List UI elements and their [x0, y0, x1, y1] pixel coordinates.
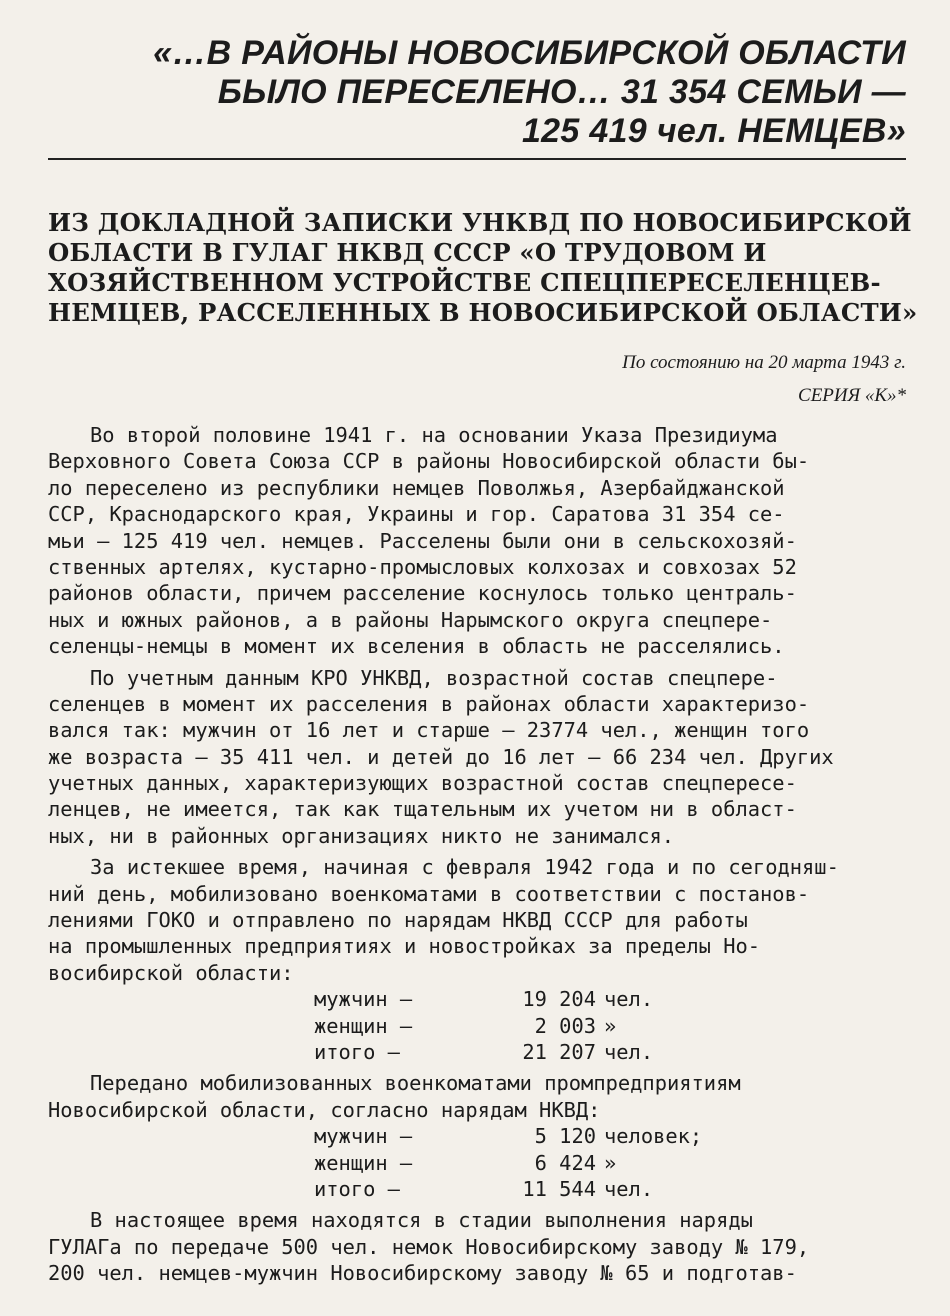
row-value: 21 207	[522, 1039, 596, 1064]
text-line: ленцев, не имеется, так как тщательным их учетом ни в област-	[48, 797, 797, 822]
banner-line: 125 419 чел. НЕМЦЕВ»	[521, 112, 906, 150]
text-line: ственных артелях, кустарно-промысловых колхозах и совхозах 52	[48, 554, 797, 579]
row-unit: чел.	[604, 1039, 654, 1064]
document-body	[48, 422, 910, 1287]
text-line: ний день, мобилизовано военкоматами в соответствии с постанов-	[48, 881, 810, 906]
text-line: ных и южных районов, а в районы Нарымского округа спецпере-	[48, 607, 773, 632]
table-row	[48, 986, 910, 1012]
date-note: По состоянию на 20 марта 1943 г.	[622, 352, 906, 373]
table-row	[48, 1039, 910, 1065]
table-row	[48, 1176, 910, 1202]
text-line: селенцев в момент их расселения в районах области характеризо-	[48, 691, 810, 716]
row-label: итого —	[314, 1176, 400, 1201]
text-line: же возраста — 35 411 чел. и детей до 16 лет — 66 234 чел. Других	[48, 744, 834, 769]
row-label: женщин —	[314, 1150, 413, 1175]
row-value: 19 204	[522, 987, 596, 1012]
heading-line: ОБЛАСТИ В ГУЛАГ НКВД СССР «О ТРУДОВОМ И	[48, 238, 767, 267]
row-label: мужчин —	[314, 1124, 413, 1149]
row-unit: чел.	[604, 987, 654, 1012]
row-label: итого —	[314, 1039, 400, 1064]
text-line: За истекшее время, начиная с февраля 1942 года и по сегодняш-	[90, 855, 839, 880]
text-line: мьи — 125 419 чел. немцев. Расселены были они в сельскохозяй-	[48, 528, 797, 553]
text-line: Во второй половине 1941 г. на основании Указа Президиума	[90, 423, 778, 447]
table-row	[48, 1123, 910, 1149]
row-value: 2 003	[534, 1013, 596, 1038]
heading-line: НЕМЦЕВ, РАССЕЛЕННЫХ В НОВОСИБИРСКОЙ ОБЛАСТИ»	[48, 298, 918, 327]
row-unit: чел.	[604, 1176, 654, 1201]
title-divider	[48, 158, 906, 160]
text-line: В настоящее время находятся в стадии выполнения наряды	[90, 1208, 753, 1233]
banner-title	[60, 34, 906, 151]
series-note: СЕРИЯ «К»*	[798, 385, 906, 406]
document-heading	[48, 208, 918, 328]
text-line: лениями ГОКО и отправлено по нарядам НКВД СССР для работы	[48, 908, 748, 933]
text-line: учетных данных, характеризующих возрастной состав спецпересе-	[48, 771, 797, 796]
heading-line: ИЗ ДОКЛАДНОЙ ЗАПИСКИ УНКВД ПО НОВОСИБИРСКОЙ	[48, 208, 912, 237]
row-unit: »	[604, 1013, 617, 1038]
row-unit: »	[604, 1150, 617, 1175]
text-line: районов области, причем расселение коснулось только централь-	[48, 581, 797, 606]
text-line: ло переселено из республики немцев Поволжья, Азербайджанской	[48, 475, 785, 500]
text-line: Передано мобилизованных военкоматами промпредприятиям	[90, 1071, 741, 1096]
row-label: мужчин —	[314, 987, 413, 1012]
text-line: По учетным данным КРО УНКВД, возрастной состав спецпере-	[90, 665, 778, 690]
text-line: восибирской области:	[48, 960, 294, 985]
row-value: 6 424	[534, 1150, 596, 1175]
heading-line: ХОЗЯЙСТВЕННОМ УСТРОЙСТВЕ СПЕЦПЕРЕСЕЛЕНЦЕВ-	[48, 268, 881, 297]
row-value: 11 544	[522, 1176, 596, 1201]
text-line: на промышленных предприятиях и новостройках за пределы Но-	[48, 934, 761, 959]
text-line: селенцы-немцы в момент их вселения в область не расселялись.	[48, 634, 785, 659]
text-line: Верховного Совета Союза ССР в районы Новосибирской области бы-	[48, 449, 810, 474]
banner-line: БЫЛО ПЕРЕСЕЛЕНО… 31 354 СЕМЬИ —	[217, 73, 906, 111]
text-line: ных, ни в районных организациях никто не занимался.	[48, 823, 675, 848]
table-row	[48, 1150, 910, 1176]
row-label: женщин —	[314, 1013, 413, 1038]
banner-line: «…В РАЙОНЫ НОВОСИБИРСКОЙ ОБЛАСТИ	[153, 34, 906, 72]
text-line: вался так: мужчин от 16 лет и старше — 23774 чел., женщин того	[48, 718, 810, 743]
row-value: 5 120	[534, 1124, 596, 1149]
table-row	[48, 1013, 910, 1039]
text-line: ССР, Краснодарского края, Украины и гор. Саратова 31 354 се-	[48, 502, 785, 527]
text-line: ГУЛАГа по передаче 500 чел. немок Новосибирскому заводу № 179,	[48, 1234, 810, 1259]
row-unit: человек;	[604, 1124, 703, 1149]
text-line: 200 чел. немцев-мужчин Новосибирскому заводу № 65 и подготав-	[48, 1261, 797, 1286]
text-line: Новосибирской области, согласно нарядам НКВД:	[48, 1097, 601, 1122]
